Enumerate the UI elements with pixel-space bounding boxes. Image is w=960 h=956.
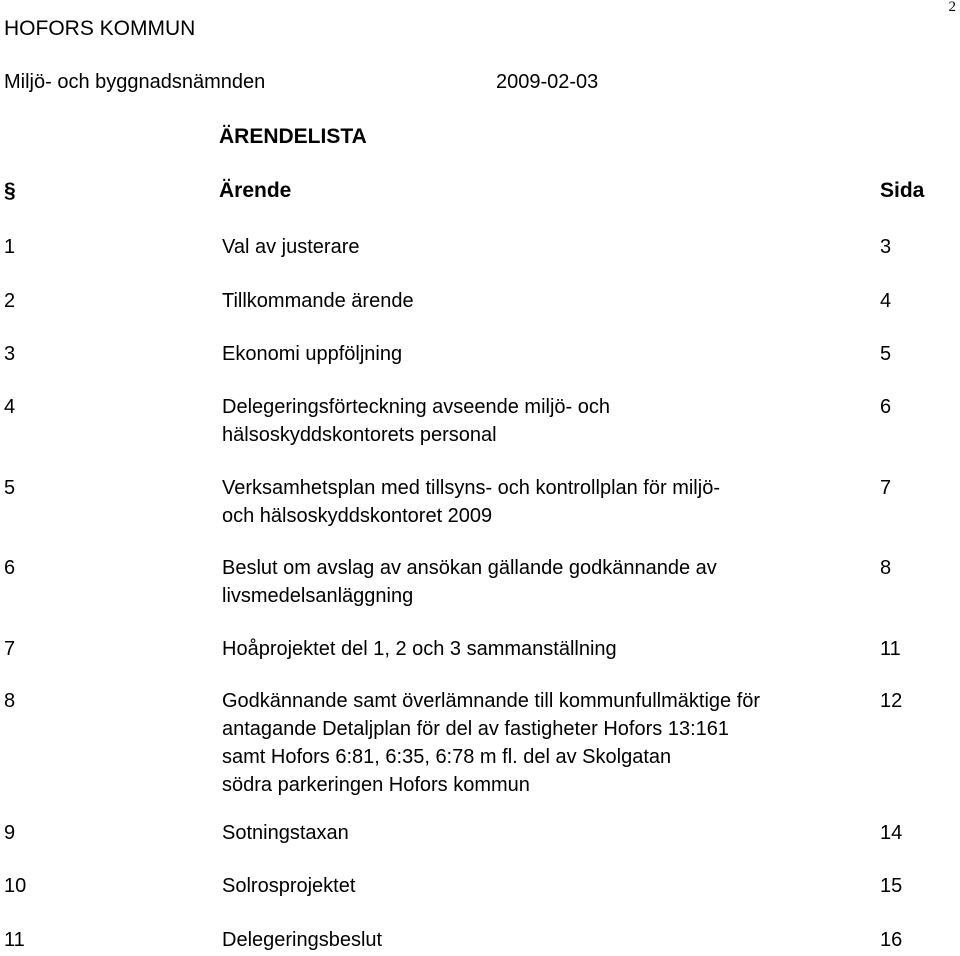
item-page: 14 <box>880 822 903 844</box>
organization-name: HOFORS KOMMUN <box>4 17 196 40</box>
item-title: Godkännande samt överlämnande till kommunfullmäktige för antagande Detaljplan för del av fastigheter Hofors 13:161 samt Hofors 6:81, 6:35, 6:78 m fl. del av Skolgatan södra parkeringen Hofors kommun <box>222 690 761 796</box>
item-title: Tillkommande ärende <box>222 290 414 312</box>
item-title: Verksamhetsplan med tillsyns- och kontrollplan för miljö- och hälsoskyddskontoret 2009 <box>222 477 720 527</box>
item-number: 3 <box>4 343 16 365</box>
item-number: 7 <box>4 638 16 660</box>
item-number: 8 <box>4 690 16 712</box>
item-number: 11 <box>4 929 25 951</box>
item-title: Hoåprojektet del 1, 2 och 3 sammanställning <box>222 638 617 660</box>
item-number: 1 <box>4 236 16 258</box>
item-page: 15 <box>880 875 903 897</box>
page-number: 2 <box>948 0 956 15</box>
column-header-item: Ärende <box>219 179 292 202</box>
item-page: 5 <box>880 343 892 365</box>
item-title: Delegeringsförteckning avseende miljö- och hälsoskyddskontorets personal <box>222 396 610 446</box>
item-title: Beslut om avslag av ansökan gällande godkännande av livsmedelsanläggning <box>222 557 717 607</box>
item-page: 4 <box>880 290 892 312</box>
item-title: Delegeringsbeslut <box>222 929 383 951</box>
item-page: 8 <box>880 557 892 579</box>
item-title: Sotningstaxan <box>222 822 349 844</box>
item-page: 7 <box>880 477 892 499</box>
item-page: 6 <box>880 396 892 418</box>
item-title: Val av justerare <box>222 236 360 258</box>
item-number: 2 <box>4 290 16 312</box>
item-number: 9 <box>4 822 16 844</box>
item-number: 4 <box>4 396 16 418</box>
item-title: Solrosprojektet <box>222 875 356 897</box>
item-number: 10 <box>4 875 27 897</box>
item-page: 12 <box>880 690 903 712</box>
item-title: Ekonomi uppföljning <box>222 343 403 365</box>
meeting-date: 2009-02-03 <box>496 71 599 93</box>
item-page: 16 <box>880 929 903 951</box>
list-title: ÄRENDELISTA <box>219 125 367 148</box>
item-page: 3 <box>880 236 892 258</box>
item-page: 11 <box>880 638 901 660</box>
column-header-page: Sida <box>880 179 925 202</box>
column-header-section-marker: § <box>4 179 16 202</box>
item-number: 6 <box>4 557 16 579</box>
item-number: 5 <box>4 477 16 499</box>
committee-name: Miljö- och byggnadsnämnden <box>4 71 266 93</box>
